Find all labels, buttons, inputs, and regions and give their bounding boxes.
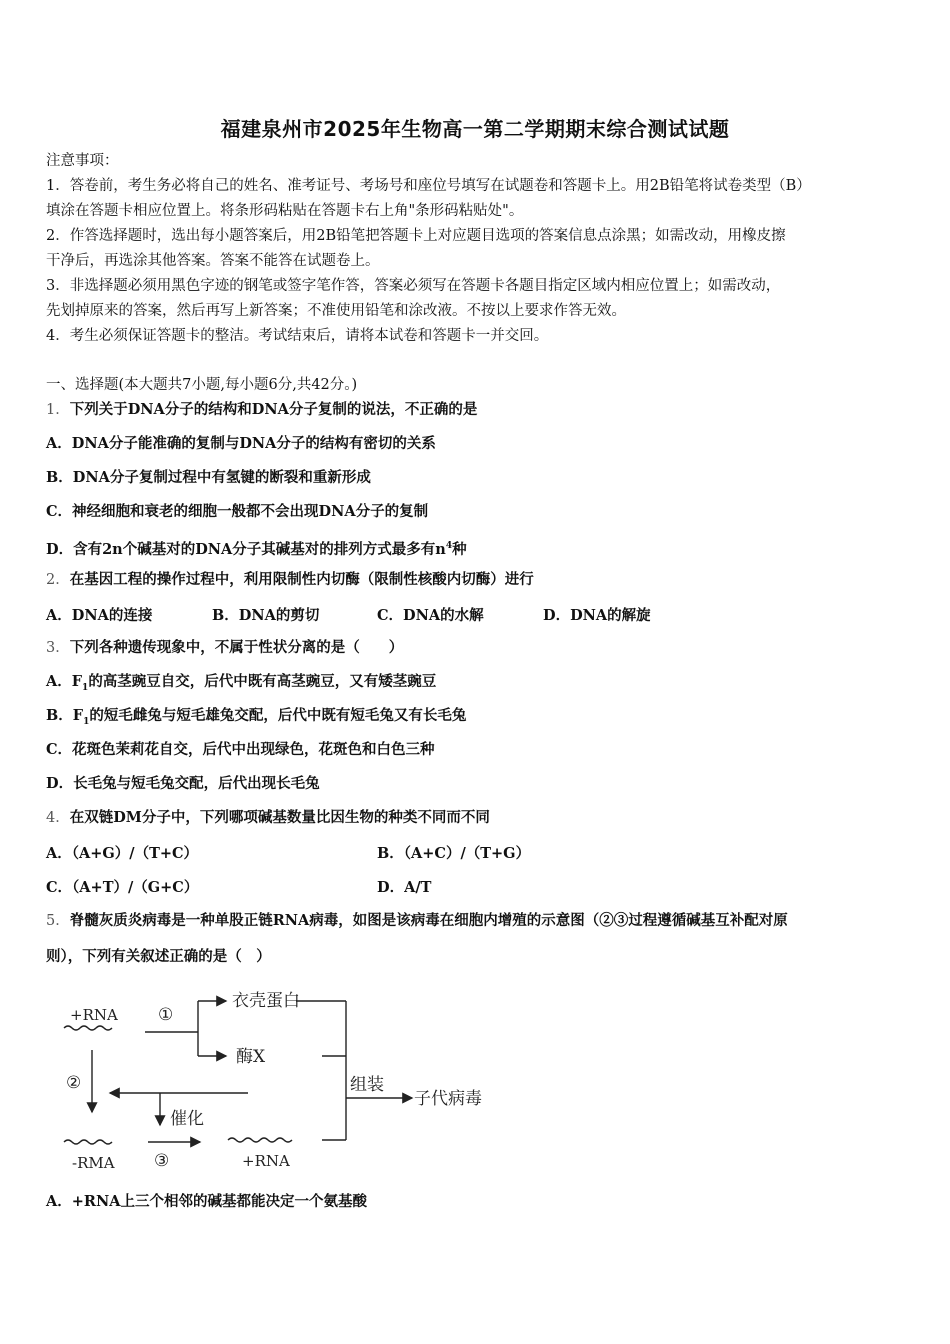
assemble-label: 组装: [350, 1075, 384, 1095]
question-number: 4．: [46, 810, 70, 826]
question-1: [46, 400, 477, 420]
notice-item: 2．作答选择题时，选出每小题答案后，用2B铅笔把答题卡上对应题目选项的答案信息点涂黑；如需改动，用橡皮擦: [46, 228, 786, 244]
rna-wave-plus-bottom: [228, 1138, 292, 1142]
q4-option-b: B．（A+C）/（T+G）: [377, 845, 531, 862]
q1-option-c: C．神经细胞和衰老的细胞一般都不会出现DNA分子的复制: [46, 503, 429, 520]
q2-option-d: D．DNA的解旋: [543, 607, 651, 624]
minus-rna-label: -RMA: [72, 1154, 115, 1172]
q2-option-b: B．DNA的剪切: [212, 607, 320, 624]
step-2-label: ②: [66, 1073, 82, 1093]
question-number: 3．: [46, 640, 70, 656]
rna-wave-top: [64, 1026, 112, 1030]
question-stem: 脊髓灰质炎病毒是一种单股正链RNA病毒，如图是该病毒在细胞内增殖的示意图（②③过程遵循碱基互补配对原: [69, 912, 788, 929]
notice-item: 干净后，再选涂其他答案。答案不能答在试题卷上。: [46, 253, 380, 269]
question-4: [46, 808, 490, 828]
question-stem: 在双链DM分子中，下列哪项碱基数量比因生物的种类不同而不同: [69, 809, 490, 826]
q4-option-c: C．（A+T）/（G+C）: [46, 879, 199, 896]
q2-option-a: A．DNA的连接: [46, 607, 153, 624]
progeny-virus-label: 子代病毒: [414, 1089, 482, 1109]
q2-option-c: C．DNA的水解: [377, 607, 484, 624]
notice-heading: 注意事项：: [46, 153, 119, 169]
q1-option-a: A．DNA分子能准确的复制与DNA分子的结构有密切的关系: [46, 435, 436, 452]
enzyme-x-label: 酶X: [236, 1047, 266, 1067]
question-5-stem-cont: 则），下列有关叙述正确的是（ ）: [46, 948, 271, 965]
q3-option-d: D．长毛兔与短毛兔交配，后代出现长毛兔: [46, 775, 320, 792]
question-number: 5．: [46, 913, 70, 929]
notice-item: 1．答卷前，考生务必将自己的姓名、准考证号、考场号和座位号填写在试题卷和答题卡上。用2B铅笔将试卷类型（B）: [46, 178, 811, 194]
question-stem: 在基因工程的操作过程中，利用限制性内切酶（限制性核酸内切酶）进行: [69, 571, 534, 588]
notice-item: 3．非选择题必须用黑色字迹的钢笔或签字笔作答，答案必须写在答题卡各题目指定区域内相应位置上；如需改动，: [46, 278, 781, 294]
page-title: 福建泉州市2025年生物高一第二学期期末综合测试试题: [220, 117, 730, 141]
notice-item: 先划掉原来的答案，然后再写上新答案；不准使用铅笔和涂改液。不按以上要求作答无效。: [46, 303, 626, 319]
rna-wave-minus: [64, 1140, 112, 1144]
q5-option-a: A．+RNA上三个相邻的碱基都能决定一个氨基酸: [46, 1193, 367, 1210]
section-heading: 一、选择题(本大题共7小题,每小题6分,共42分。): [46, 377, 358, 393]
plus-rna-bottom-label: +RNA: [242, 1152, 290, 1170]
question-number: 2．: [46, 572, 70, 588]
q3-option-c: C．花斑色茉莉花自交，后代中出现绿色，花斑色和白色三种: [46, 741, 435, 758]
q4-option-d: D．A/T: [377, 879, 432, 896]
question-stem: 下列各种遗传现象中，不属于性状分离的是（ ）: [69, 639, 404, 656]
catalyze-label: 催化: [170, 1109, 204, 1129]
q4-option-a: A．（A+G）/（T+C）: [46, 845, 199, 862]
step-1-label: ①: [158, 1005, 174, 1025]
question-3: [46, 638, 403, 658]
notice-item: 4．考生必须保证答题卡的整洁。考试结束后，请将本试卷和答题卡一并交回。: [46, 328, 549, 344]
plus-rna-top-label: +RNA: [70, 1006, 118, 1024]
question-number: 1．: [46, 402, 70, 418]
notice-item: 填涂在答题卡相应位置上。将条形码粘贴在答题卡右上角"条形码粘贴处"。: [46, 203, 524, 219]
question-5: [46, 911, 788, 931]
question-2: [46, 570, 534, 590]
step-3-label: ③: [154, 1151, 170, 1171]
q1-option-d: D．含有2n个碱基对的DNA分子其碱基对的排列方式最多有$n^4$种: [46, 540, 467, 558]
virus-replication-diagram: [50, 980, 520, 1175]
q3-option-b: B．$F_1$的短毛雌兔与短毛雄兔交配，后代中既有短毛兔又有长毛兔: [46, 707, 467, 727]
q1-option-b: B．DNA分子复制过程中有氢键的断裂和重新形成: [46, 469, 371, 486]
coat-protein-label: 衣壳蛋白: [232, 991, 300, 1011]
question-stem: 下列关于DNA分子的结构和DNA分子复制的说法，不正确的是: [69, 401, 478, 418]
q3-option-a: A．$F_1$的高茎豌豆自交，后代中既有高茎豌豆，又有矮茎豌豆: [46, 673, 437, 693]
